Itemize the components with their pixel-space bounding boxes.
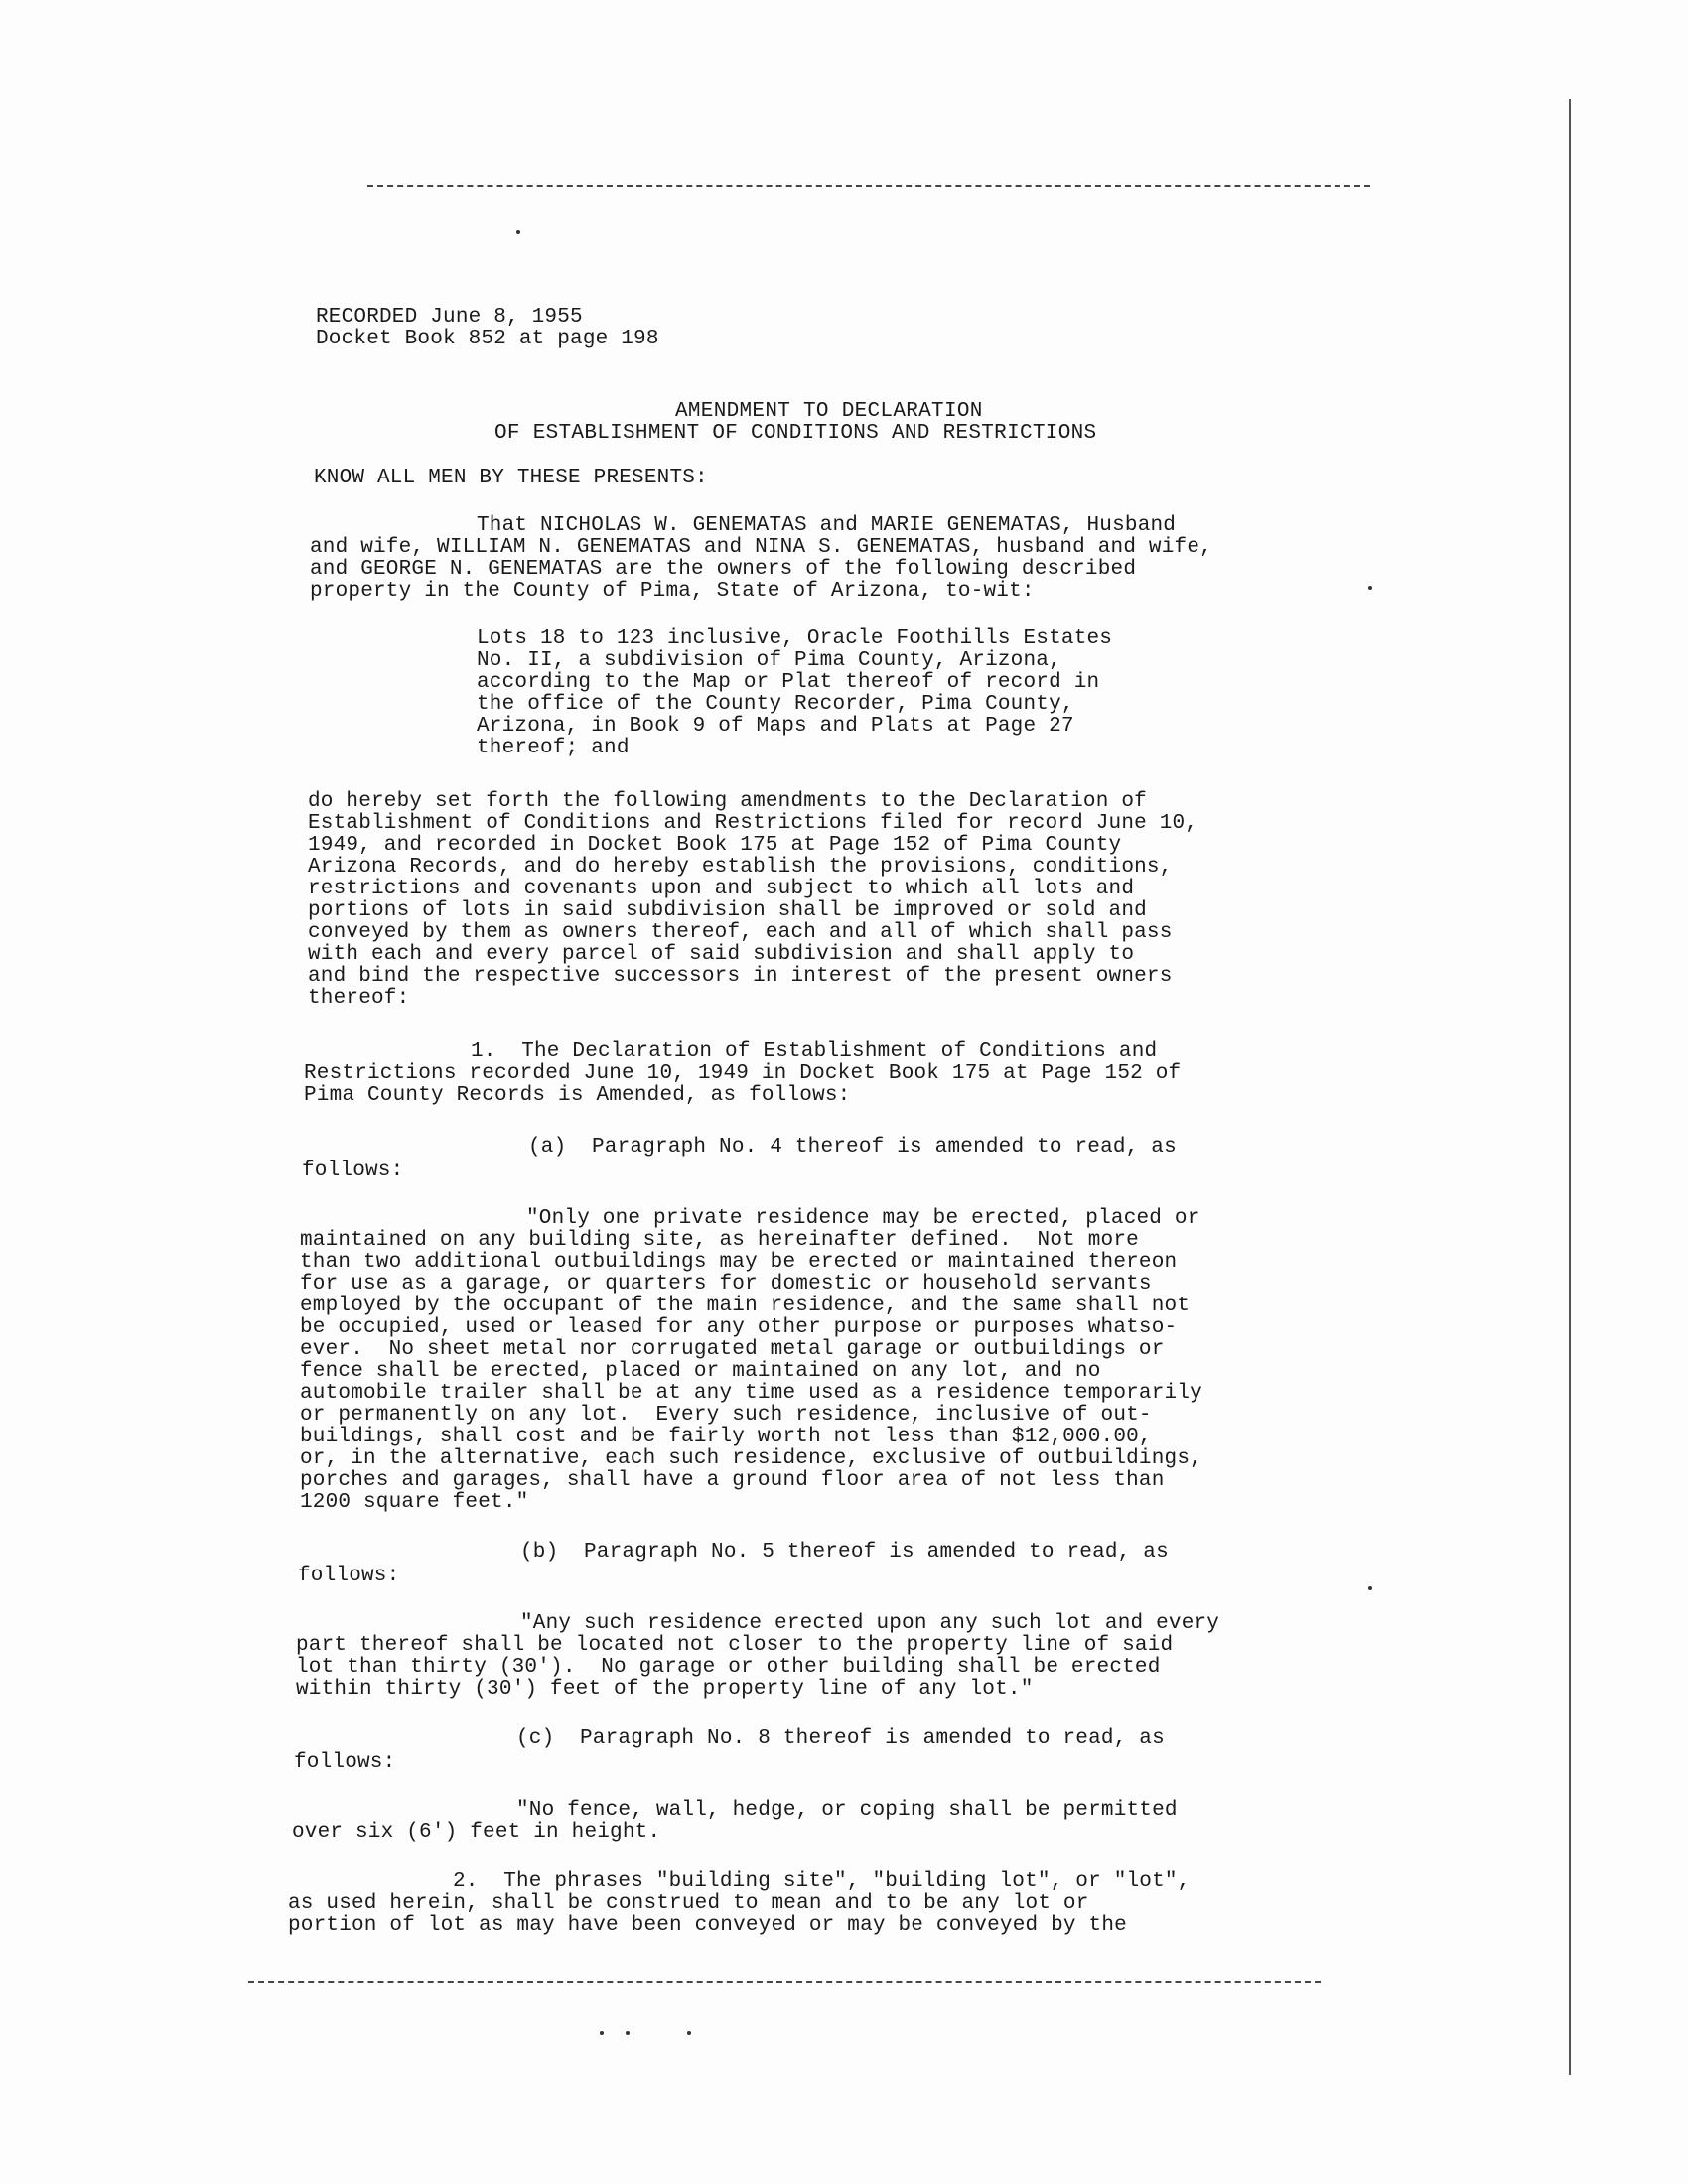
quote-a-line: 1200 square feet." bbox=[300, 1491, 529, 1514]
document-title-line1: AMENDMENT TO DECLARATION bbox=[675, 400, 983, 423]
item2-line: 2. The phrases "building site", "building lot", or "lot", bbox=[453, 1870, 1191, 1893]
item-b-line: follows: bbox=[298, 1565, 400, 1587]
item1-line: Pima County Records is Amended, as follows: bbox=[304, 1084, 851, 1107]
body-line: restrictions and covenants upon and subject to which all lots and bbox=[308, 878, 1135, 900]
body-line: Arizona Records, and do hereby establish the provisions, conditions, bbox=[308, 856, 1173, 879]
item-a-line: follows: bbox=[302, 1160, 404, 1182]
body-line: do hereby set forth the following amendments to the Declaration of bbox=[308, 790, 1147, 813]
docket-line: Docket Book 852 at page 198 bbox=[316, 328, 659, 350]
item1-line: 1. The Declaration of Establishment of Conditions and bbox=[471, 1040, 1158, 1063]
document-title-line2: OF ESTABLISHMENT OF CONDITIONS AND RESTRICTIONS bbox=[494, 422, 1097, 445]
body-line: portions of lots in said subdivision shall be improved or sold and bbox=[308, 899, 1147, 922]
body-line: with each and every parcel of said subdivision and shall apply to bbox=[308, 943, 1135, 966]
intro-line: property in the County of Pima, State of Arizona, to-wit: bbox=[310, 580, 1035, 603]
property-line: No. II, a subdivision of Pima County, Arizona, bbox=[477, 649, 1061, 672]
salutation: KNOW ALL MEN BY THESE PRESENTS: bbox=[314, 467, 708, 489]
quote-a-line: buildings, shall cost and be fairly worth not less than $12,000.00, bbox=[300, 1426, 1152, 1448]
quote-b-line: within thirty (30') feet of the property line of any lot." bbox=[296, 1678, 1034, 1701]
quote-c-line: over six (6') feet in height. bbox=[292, 1821, 661, 1843]
scan-speck bbox=[1368, 586, 1372, 590]
intro-line: and wife, WILLIAM N. GENEMATAS and NINA S. GENEMATAS, husband and wife, bbox=[310, 536, 1212, 559]
item2-line: as used herein, shall be construed to mean and to be any lot or bbox=[288, 1892, 1089, 1915]
quote-b-line: "Any such residence erected upon any such lot and every bbox=[520, 1612, 1220, 1635]
quote-a-line: or permanently on any lot. Every such residence, inclusive of out- bbox=[300, 1404, 1152, 1427]
quote-a-line: porches and garages, shall have a ground floor area of not less than bbox=[300, 1469, 1165, 1492]
body-line: Establishment of Conditions and Restrictions filed for record June 10, bbox=[308, 812, 1198, 835]
item-b-line: (b) Paragraph No. 5 thereof is amended to read, as bbox=[520, 1541, 1169, 1564]
recorded-line: RECORDED June 8, 1955 bbox=[316, 306, 583, 329]
property-line: according to the Map or Plat thereof of record in bbox=[477, 671, 1100, 694]
quote-a-line: "Only one private residence may be erected, placed or bbox=[526, 1207, 1200, 1230]
bottom-scan-artifact bbox=[248, 1981, 1321, 1983]
body-line: 1949, and recorded in Docket Book 175 at Page 152 of Pima County bbox=[308, 834, 1122, 857]
item2-line: portion of lot as may have been conveyed or may be conveyed by the bbox=[288, 1914, 1127, 1937]
top-scan-artifact bbox=[367, 185, 1370, 187]
property-line: Lots 18 to 123 inclusive, Oracle Foothills Estates bbox=[477, 627, 1113, 650]
quote-a-line: ever. No sheet metal nor corrugated metal garage or outbuildings or bbox=[300, 1338, 1165, 1361]
quote-b-line: lot than thirty (30'). No garage or other building shall be erected bbox=[296, 1656, 1161, 1679]
scan-speck bbox=[687, 2031, 691, 2035]
quote-c-line: "No fence, wall, hedge, or coping shall be permitted bbox=[516, 1799, 1178, 1822]
property-line: the office of the County Recorder, Pima County, bbox=[477, 693, 1074, 716]
body-line: thereof: bbox=[308, 987, 410, 1010]
quote-a-line: be occupied, used or leased for any other purpose or purposes whatso- bbox=[300, 1316, 1178, 1339]
quote-a-line: than two additional outbuildings may be erected or maintained thereon bbox=[300, 1251, 1178, 1274]
body-line: and bind the respective successors in interest of the present owners bbox=[308, 965, 1173, 988]
body-line: conveyed by them as owners thereof, each and all of which shall pass bbox=[308, 921, 1173, 944]
quote-a-line: automobile trailer shall be at any time used as a residence temporarily bbox=[300, 1382, 1202, 1405]
scan-speck bbox=[600, 2031, 604, 2035]
quote-a-line: fence shall be erected, placed or maintained on any lot, and no bbox=[300, 1360, 1101, 1383]
quote-b-line: part thereof shall be located not closer to the property line of said bbox=[296, 1634, 1174, 1657]
quote-a-line: for use as a garage, or quarters for domestic or household servants bbox=[300, 1273, 1152, 1296]
item-c-line: follows: bbox=[294, 1751, 396, 1774]
item1-line: Restrictions recorded June 10, 1949 in Docket Book 175 at Page 152 of bbox=[304, 1062, 1182, 1085]
property-line: thereof; and bbox=[477, 737, 630, 759]
item-c-line: (c) Paragraph No. 8 thereof is amended to read, as bbox=[516, 1727, 1165, 1750]
intro-line: and GEORGE N. GENEMATAS are the owners of the following described bbox=[310, 558, 1137, 581]
item-a-line: (a) Paragraph No. 4 thereof is amended to read, as bbox=[528, 1136, 1177, 1159]
scan-speck bbox=[516, 230, 520, 234]
property-line: Arizona, in Book 9 of Maps and Plats at Page 27 bbox=[477, 715, 1074, 738]
scan-edge-rule bbox=[1569, 99, 1571, 2075]
scan-speck bbox=[1368, 1586, 1372, 1590]
quote-a-line: maintained on any building site, as hereinafter defined. Not more bbox=[300, 1229, 1139, 1252]
scan-speck bbox=[626, 2031, 630, 2035]
quote-a-line: or, in the alternative, each such residence, exclusive of outbuildings, bbox=[300, 1447, 1202, 1470]
intro-line: That NICHOLAS W. GENEMATAS and MARIE GENEMATAS, Husband bbox=[477, 514, 1177, 537]
quote-a-line: employed by the occupant of the main residence, and the same shall not bbox=[300, 1295, 1191, 1317]
